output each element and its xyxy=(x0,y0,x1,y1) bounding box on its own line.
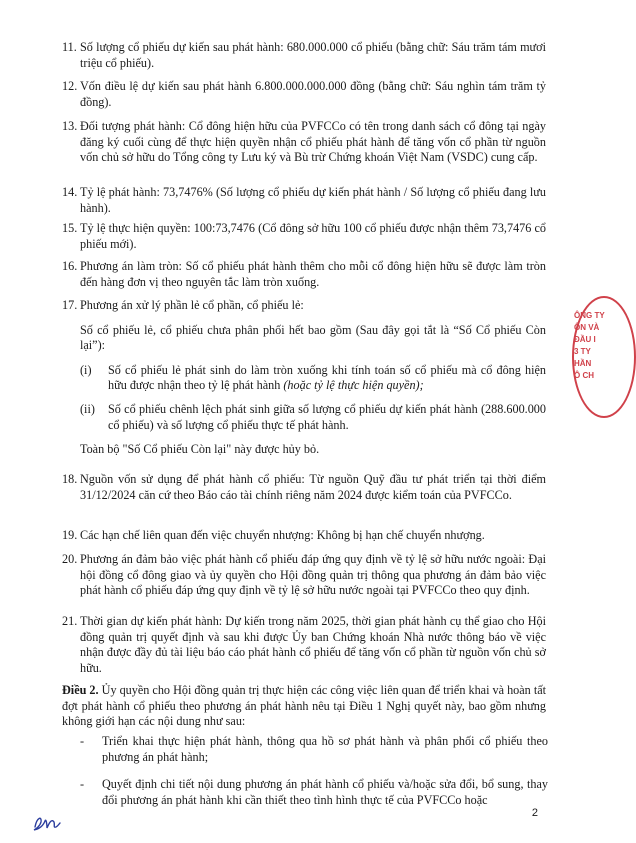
bullet-dash: - xyxy=(80,734,85,748)
item-number: 19. xyxy=(62,528,78,542)
item-text: Phương án làm tròn: Số cổ phiếu phát hành thêm cho mỗi cổ đông hiện hữu sẽ được làm tròn đến hàng đơn vị theo nguyên tắc làm tròn xuống. xyxy=(80,259,546,289)
item-18 xyxy=(62,472,546,503)
sub-item-label: (ii) xyxy=(80,401,95,416)
stamp-line: ÔN VÀ xyxy=(574,323,600,332)
stamp-line: Ô CH xyxy=(574,371,594,380)
bullet-dash: - xyxy=(80,777,85,791)
item-number: 18. xyxy=(62,472,78,486)
item-text: Tỷ lệ thực hiện quyền: 100:73,7476 (Cổ đông sở hữu 100 cổ phiếu được nhận thêm 73,7476 cổ phiếu mới). xyxy=(80,221,546,251)
bullet-text: Quyết định chi tiết nội dung phương án phát hành cổ phiếu và/hoặc sửa đổi, bổ sung, thay đổi phương án phát hành khi cần thiết theo tình hình thực tế của PVFCCo hoặc xyxy=(102,777,548,807)
sub-item-text: Số cổ phiếu chênh lệch phát sinh giữa số lượng cổ phiếu dự kiến phát hành (288.600.000 cổ phiếu) và số lượng cổ phiếu thực tế phát hành. xyxy=(108,401,546,432)
sub-item-i xyxy=(80,363,546,394)
item-number: 13. xyxy=(62,119,78,133)
bullet-text: Triển khai thực hiện phát hành, thông qua hồ sơ phát hành và phân phối cổ phiếu theo phương án phát hành; xyxy=(102,734,548,764)
item-number: 21. xyxy=(62,614,78,628)
item-text: Các hạn chế liên quan đến việc chuyển nhượng: Không bị hạn chế chuyển nhượng. xyxy=(80,528,485,542)
item-12 xyxy=(62,79,546,110)
item-15 xyxy=(62,221,546,252)
item-text: Phương án đảm bảo việc phát hành cổ phiếu đáp ứng quy định về tỷ lệ sở hữu nước ngoài: Đại hội đồng cổ đông giao và ủy quyền cho Hội đồng quản trị thông qua phương án đảm bảo việc phát hành cổ phiếu đáp ứng quy định về tỷ lệ sở hữu nước ngoài tại PVFCCo theo quy định. xyxy=(80,552,546,598)
item-number: 11. xyxy=(62,40,77,54)
item-19 xyxy=(62,528,546,544)
item-text: Phương án xử lý phần lẻ cổ phần, cổ phiếu lẻ: xyxy=(80,298,304,312)
sub-item-italic: (hoặc tỷ lệ thực hiện quyền); xyxy=(283,378,424,393)
sub-item-text: Số cổ phiếu lẻ phát sinh do làm tròn xuống khi tính toán số cổ phiếu mà cổ đông hiện hữu được nhận theo tỷ lệ phát hành xyxy=(108,362,546,393)
item-16 xyxy=(62,259,546,290)
stamp-text xyxy=(574,310,605,382)
item-20 xyxy=(62,552,546,599)
item-paragraph: Toàn bộ "Số Cổ phiếu Còn lại" này được hủy bỏ. xyxy=(80,442,320,457)
bullet-item xyxy=(80,777,548,808)
stamp-line: HẦN xyxy=(574,359,592,368)
page-number: 2 xyxy=(531,807,538,819)
item-number: 16. xyxy=(62,259,78,273)
item-text: Tỷ lệ phát hành: 73,7476% (Số lượng cổ phiếu dự kiến phát hành / Số lượng cổ phiếu đang lưu hành). xyxy=(80,185,546,215)
item-number: 14. xyxy=(62,185,78,199)
article-text: Ủy quyền cho Hội đồng quản trị thực hiện các công việc liên quan để triển khai và hoàn tất đợt phát hành cổ phiếu theo phương án phát hành nêu tại Điều 1 Nghị quyết này, bao gồm nhưng không giới hạn các nội dung như sau: xyxy=(62,683,547,729)
stamp-line: ĐẦU I xyxy=(574,335,596,344)
item-text: Nguồn vốn sử dụng để phát hành cổ phiếu: Từ nguồn Quỹ đầu tư phát triển tại thời điểm 31/12/2024 căn cứ theo Báo cáo tài chính riêng năm 2024 được kiểm toán của PVFCCo. xyxy=(80,472,546,502)
item-text: Thời gian dự kiến phát hành: Dự kiến trong năm 2025, thời gian phát hành cụ thể giao cho Hội đồng quản trị quyết định và sau khi được Ủy ban Chứng khoán Nhà nước thông báo về việc nhận được đầy đủ tài liệu báo cáo phát hành cổ phiếu để tăng vốn cổ phần từ nguồn vốn chủ sở hữu. xyxy=(80,614,546,675)
handwritten-signature xyxy=(32,813,62,833)
article-2 xyxy=(62,683,546,730)
item-17 xyxy=(62,298,546,458)
item-text: Vốn điều lệ dự kiến sau phát hành 6.800.000.000.000 đồng (bằng chữ: Sáu nghìn tám trăm tỷ đồng). xyxy=(80,79,546,109)
sub-item-label: (i) xyxy=(80,362,92,377)
bullet-item xyxy=(80,734,548,765)
item-number: 15. xyxy=(62,221,78,235)
item-21 xyxy=(62,614,546,676)
item-14 xyxy=(62,185,546,216)
item-paragraph: Số cổ phiếu lẻ, cổ phiếu chưa phân phối hết bao gồm (Sau đây gọi tắt là “Số Cổ phiếu Còn lại”): xyxy=(80,322,546,353)
stamp-line: ÔNG TY xyxy=(574,311,605,320)
item-number: 20. xyxy=(62,552,78,566)
sub-item-ii xyxy=(80,402,546,433)
item-11 xyxy=(62,40,546,71)
item-13 xyxy=(62,119,546,166)
item-number: 12. xyxy=(62,79,78,93)
article-label: Điều 2. xyxy=(62,683,99,697)
stamp-line: 3 TY xyxy=(574,347,591,356)
item-number: 17. xyxy=(62,298,78,312)
company-stamp xyxy=(570,296,605,416)
item-text: Số lượng cổ phiếu dự kiến sau phát hành: 680.000.000 cổ phiếu (bằng chữ: Sáu trăm tám mươi triệu cổ phiếu). xyxy=(80,40,546,70)
item-text: Đối tượng phát hành: Cổ đông hiện hữu của PVFCCo có tên trong danh sách cổ đông tại ngày đăng ký cuối cùng để thực hiện quyền nhận cổ phiếu phát hành để tăng vốn cổ phần từ nguồn vốn chủ sở hữu do Tổng công ty Lưu ký và Bù trừ Chứng khoán Việt Nam (VSDC) cung cấp. xyxy=(80,119,546,165)
